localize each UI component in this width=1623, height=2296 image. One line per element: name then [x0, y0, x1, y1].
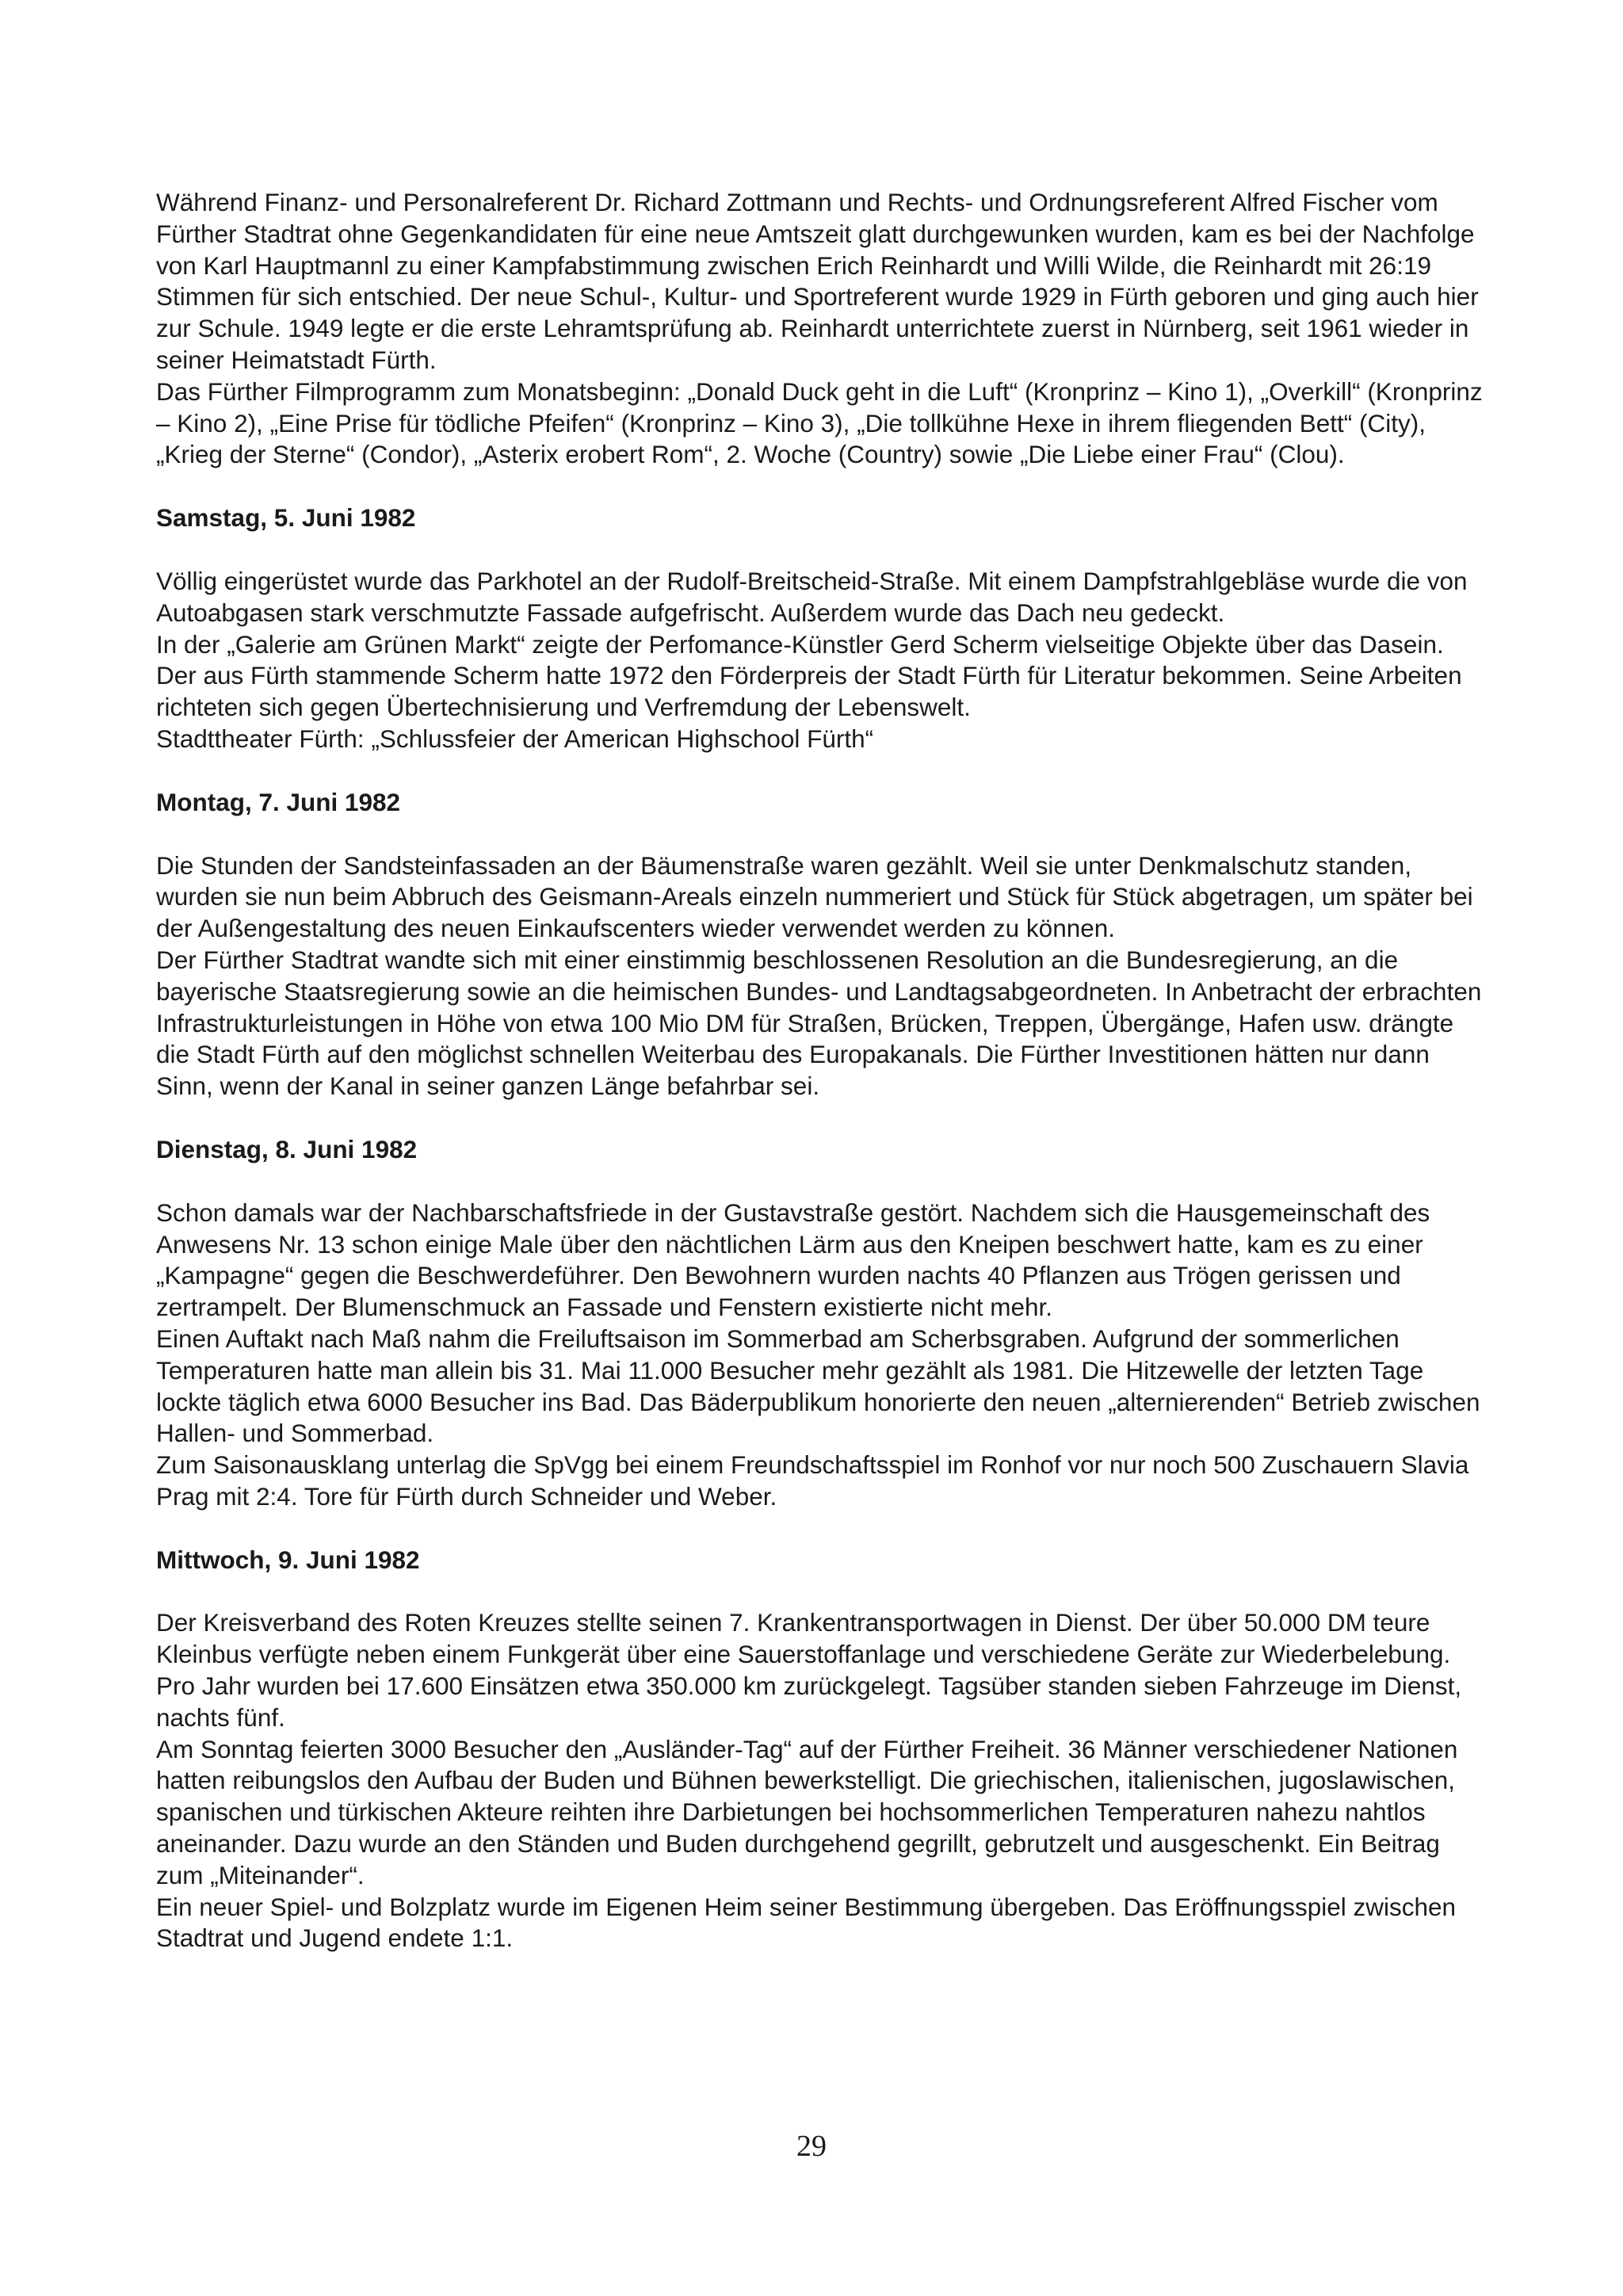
section-paragraph: Ein neuer Spiel- und Bolzplatz wurde im Eigenen Heim seiner Bestimmung übergeben. Das Eröffnungsspiel zwischen Stadtrat und Jugend endete 1:1. — [156, 1892, 1457, 1953]
intro-paragraph: Während Finanz- und Personalreferent Dr. Richard Zottmann und Rechts- und Ordnungsreferent Alfred Fischer vom Fürther Stadtrat ohne Gegenkandidaten für eine neue Amtszeit glatt durchgewunken wurden, kam es bei der Nachfolge von Karl Hauptmannl zu einer Kampfabstimmung zwischen Erich Reinhardt und Willi Wilde, die Reinhardt mit 26:19 Stimmen für sich entschied. Der neue Schul-, Kultur- und Sportreferent wurde 1929 in Fürth geboren und ging auch hier zur Schule. 1949 legte er die erste Lehramtsprüfung ab. Reinhardt unterrichtete zuerst in Nürnberg, seit 1961 wieder in seiner Heimatstadt Fürth. — [156, 188, 1479, 374]
section-paragraph: Zum Saisonausklang unterlag die SpVgg bei einem Freundschaftsspiel im Ronhof vor nur noch 500 Zuschauern Slavia Prag mit 2:4. Tore für Fürth durch Schneider und Weber. — [156, 1450, 1469, 1511]
section-heading-mittwoch: Mittwoch, 9. Juni 1982 — [156, 1545, 420, 1574]
section-paragraph: In der „Galerie am Grünen Markt“ zeigte der Perfomance-Künstler Gerd Scherm vielseitige Objekte über das Dasein. Der aus Fürth stammende Scherm hatte 1972 den Förderpreis der Stadt Fürth für Literatur bekommen. Seine Arbeiten richteten sich gegen Übertechnisierung und Verfremdung der Lebenswelt. — [156, 629, 1462, 722]
section-heading-samstag: Samstag, 5. Juni 1982 — [156, 503, 416, 533]
page-number: 29 — [796, 2130, 827, 2163]
section-heading-dienstag: Dienstag, 8. Juni 1982 — [156, 1134, 418, 1163]
section-paragraph: Der Kreisverband des Roten Kreuzes stellte seinen 7. Krankentransportwagen in Dienst. Der über 50.000 DM teure Kleinbus verfügte neben einem Funkgerät über eine Sauerstoffanlage und verschiedene Geräte zur Wiederbelebung. Pro Jahr wurden bei 17.600 Einsätzen etwa 350.000 km zurückgelegt. Tagsüber standen sieben Fahrzeuge im Dienst, nachts fünf. — [156, 1608, 1462, 1732]
section-paragraph: Völlig eingerüstet wurde das Parkhotel an der Rudolf-Breitscheid-Straße. Mit einem Dampfstrahlgebläse wurde die von Autoabgasen stark verschmutzte Fassade aufgefrischt. Außerdem wurde das Dach neu gedeckt. — [156, 566, 1468, 627]
page-body — [156, 187, 1487, 1954]
section-paragraph: Schon damals war der Nachbarschaftsfriede in der Gustavstraße gestört. Nachdem sich die Hausgemeinschaft des Anwesens Nr. 13 schon einige Male über den nächtlichen Lärm aus den Kneipen beschwert hatte, kam es zu einer „Kampagne“ gegen die Beschwerdeführer. Den Bewohnern wurden nachts 40 Pflanzen aus Trögen gerissen und zertrampelt. Der Blumenschmuck an Fassade und Fenstern existierte nicht mehr. — [156, 1198, 1430, 1322]
section-paragraph: Am Sonntag feierten 3000 Besucher den „Ausländer-Tag“ auf der Fürther Freiheit. 36 Männer verschiedener Nationen hatten reibungslos den Aufbau der Buden und Bühnen bewerkstelligt. Die griechischen, italienischen, jugoslawischen, spanischen und türkischen Akteure reihten ihre Darbietungen bei hochsommerlichen Temperaturen nahezu nahtlos aneinander. Dazu wurde an den Ständen und Buden durchgehend gegrillt, gebrutzelt und ausgeschenkt. Ein Beitrag zum „Miteinander“. — [156, 1734, 1458, 1889]
section-paragraph: Der Fürther Stadtrat wandte sich mit einer einstimmig beschlossenen Resolution an die Bundesregierung, an die bayerische Staatsregierung sowie an die heimischen Bundes- und Landtagsabgeordneten. In Anbetracht der erbrachten Infrastrukturleistungen in Höhe von etwa 100 Mio DM für Straßen, Brücken, Treppen, Übergänge, Hafen usw. drängte die Stadt Fürth auf den möglichst schnellen Weiterbau des Europakanals. Die Fürther Investitionen hätten nur dann Sinn, wenn der Kanal in seiner ganzen Länge befahrbar sei. — [156, 945, 1482, 1101]
section-heading-montag: Montag, 7. Juni 1982 — [156, 787, 401, 816]
section-paragraph: Stadttheater Fürth: „Schlussfeier der American Highschool Fürth“ — [156, 724, 874, 753]
section-paragraph: Einen Auftakt nach Maß nahm die Freiluftsaison im Sommerbad am Scherbsgraben. Aufgrund der sommerlichen Temperaturen hatte man allein bis 31. Mai 11.000 Besucher mehr gezählt als 1981. Die Hitzewelle der letzten Tage lockte täglich etwa 6000 Besucher ins Bad. Das Bäderpublikum honorierte den neuen „alternierenden“ Betrieb zwischen Hallen- und Sommerbad. — [156, 1324, 1480, 1448]
intro-paragraph: Das Fürther Filmprogramm zum Monatsbeginn: „Donald Duck geht in die Luft“ (Kronprinz – Kino 1), „Overkill“ (Kronprinz – Kino 2), „Eine Prise für tödliche Pfeifen“ (Kronprinz – Kino 3), „Die tollkühne Hexe in ihrem fliegenden Bett“ (City), „Krieg der Sterne“ (Condor), „Asterix erobert Rom“, 2. Woche (Country) sowie „Die Liebe einer Frau“ (Clou). — [156, 376, 1483, 469]
section-paragraph: Die Stunden der Sandsteinfassaden an der Bäumenstraße waren gezählt. Weil sie unter Denkmalschutz standen, wurden sie nun beim Abbruch des Geismann-Areals einzeln nummeriert und Stück für Stück abgetragen, um später bei der Außengestaltung des neuen Einkaufscenters wieder verwendet werden zu können. — [156, 850, 1473, 943]
